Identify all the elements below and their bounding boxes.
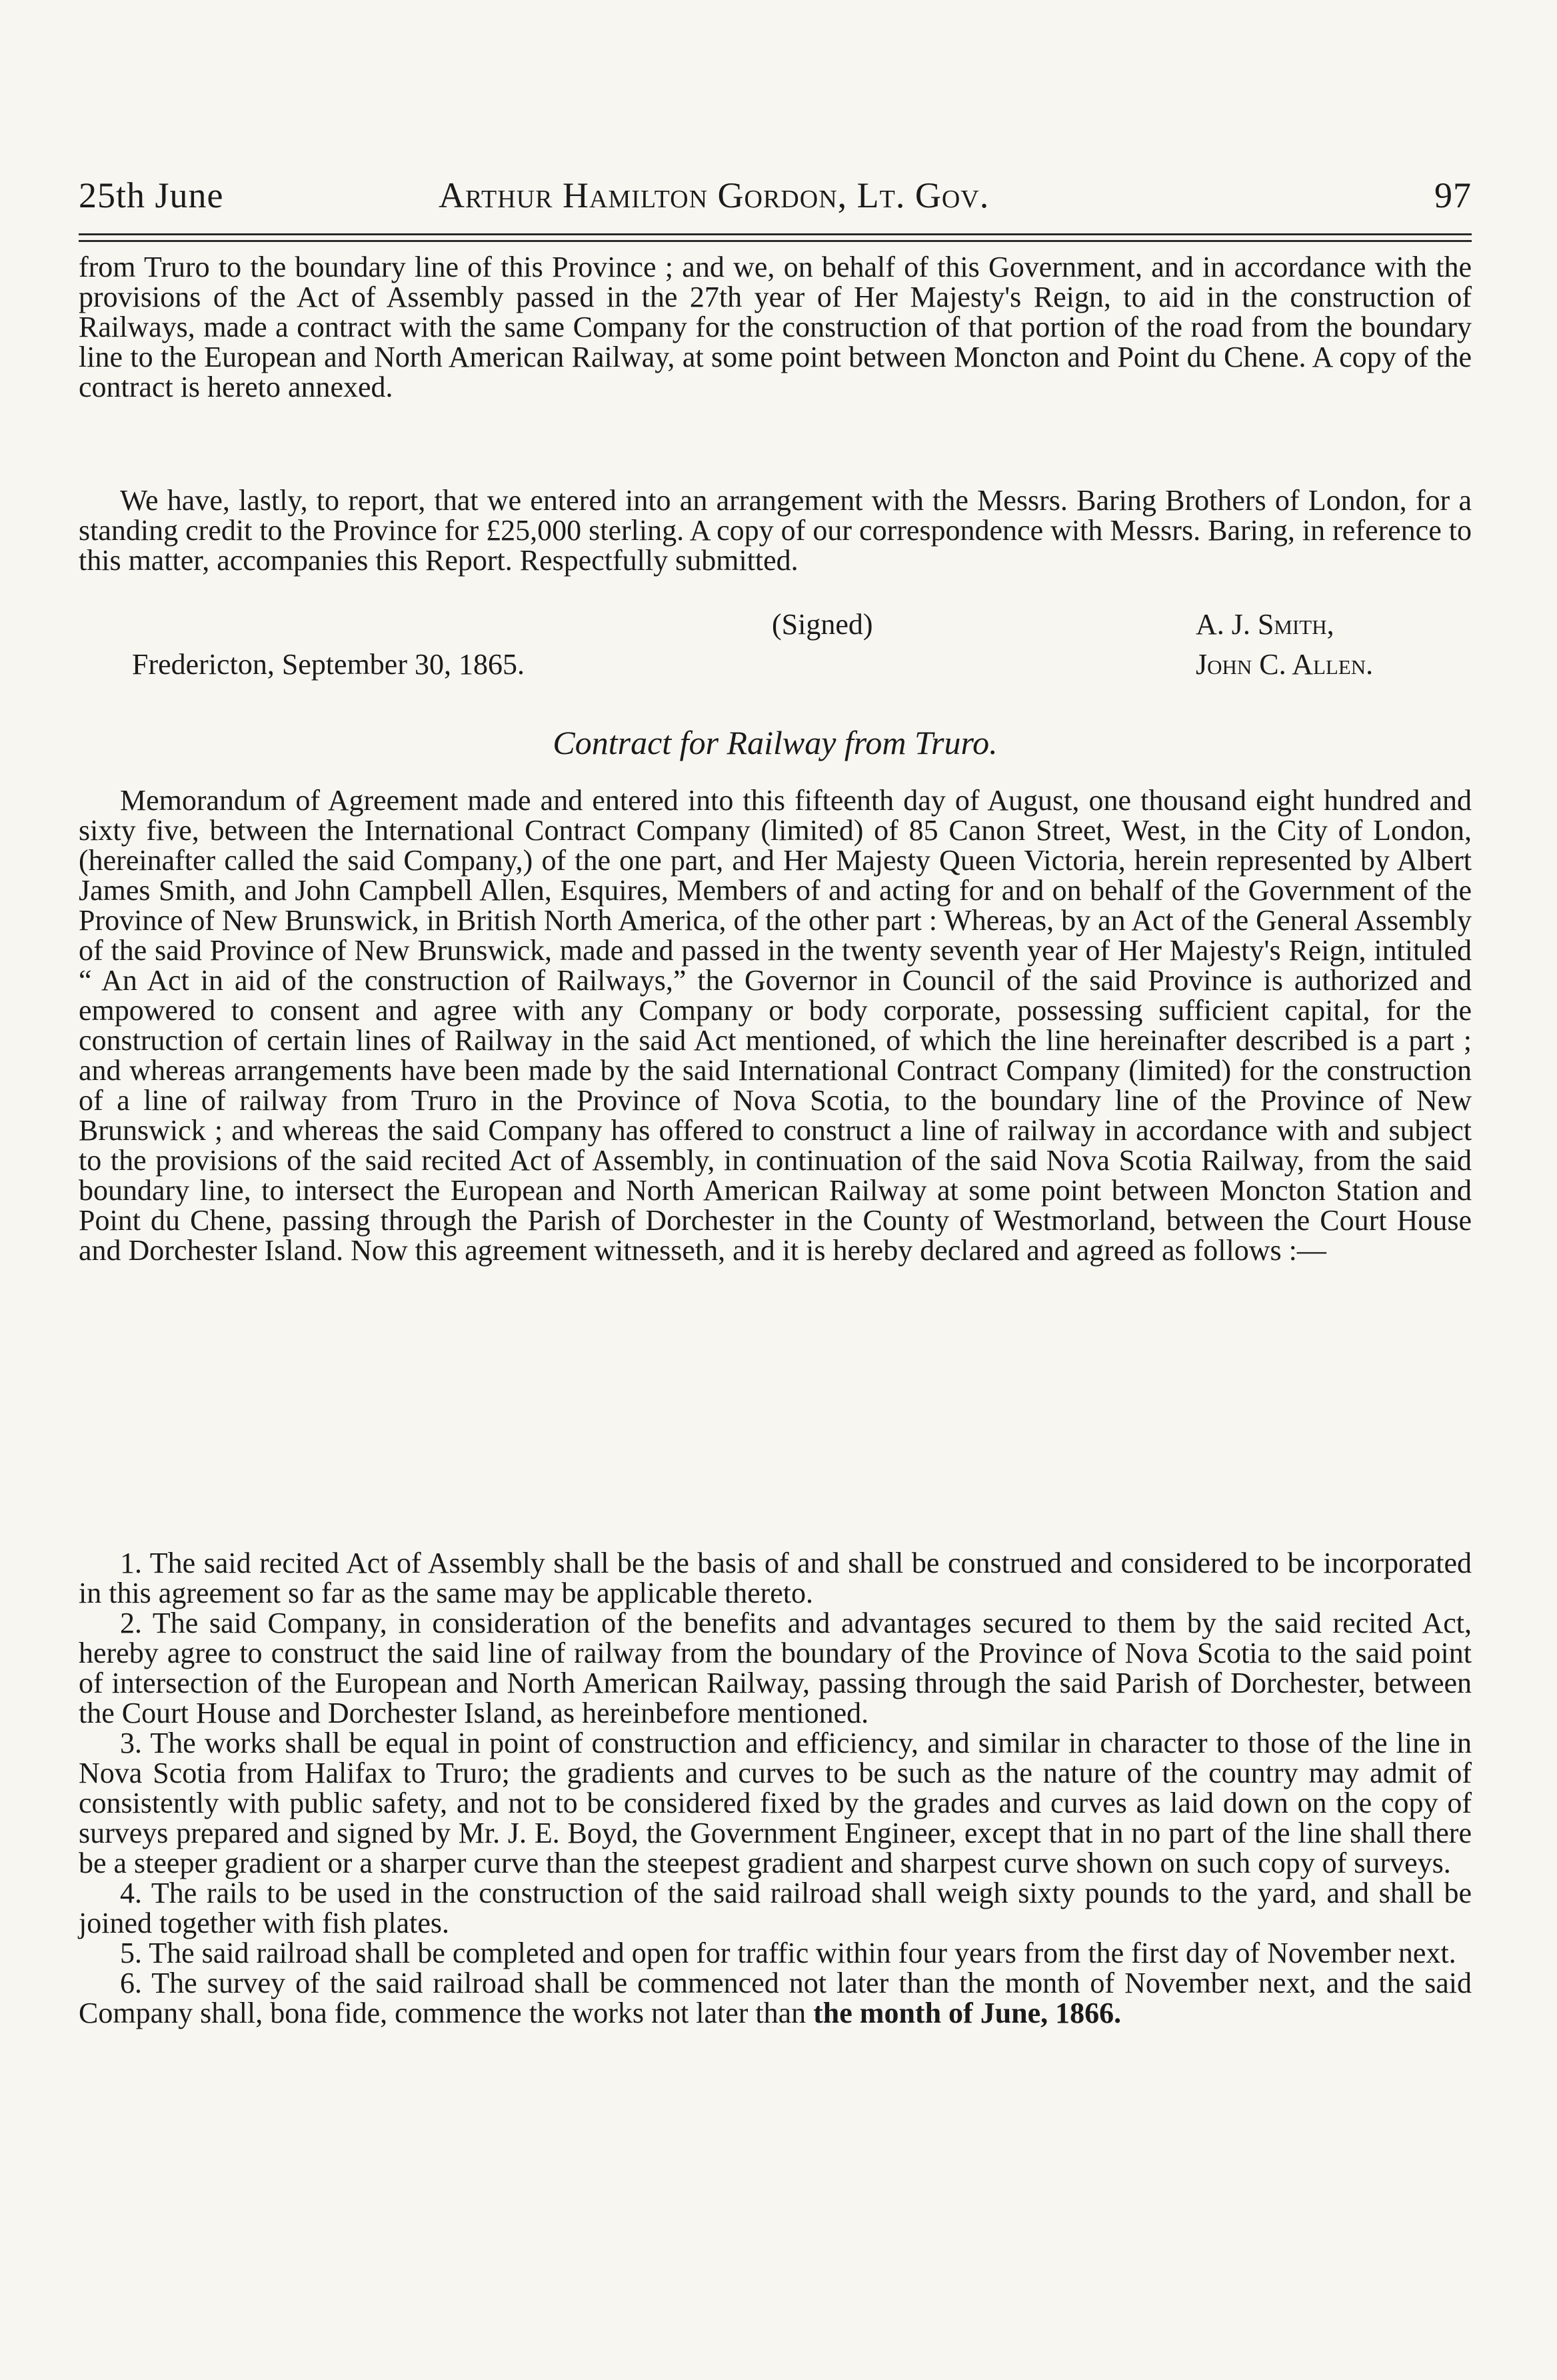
place-date: Fredericton, September 30, 1865. xyxy=(132,648,525,681)
intro-paragraph-2 xyxy=(79,485,1472,575)
page-number: 97 xyxy=(1434,175,1472,215)
memorandum-text: Memorandum of Agreement made and entered into this fifteenth day of August, one thousand eight hundred and sixty five, between the International Contract Company (limited) of 85 Canon Street, West, in the City of London, (hereinafter called the said Company,) of the one part, and Her Majesty Queen Victoria, herein represented by Albert James Smith, and John Campbell Allen, Esquires, Members of and acting for and on behalf of the Government of the Province of New Brunswick, in British North America, of the other part : Whereas, by an Act of the General Assembly of the said Province of New Brunswick, made and passed in the twenty seventh year of Her Majesty's Reign, intituled “ An Act in aid of the construction of Railways,” the Governor in Council of the said Province is authorized and empowered to consent and agree with any Company or body corporate, possessing sufficient capital, for the construction of certain lines of Railway in the said Act mentioned, of which the line hereinafter described is a part ; and whereas arrangements have been made by the said International Contract Company (limited) for the construction of a line of railway from Truro in the Province of Nova Scotia, to the boundary line of the Province of New Brunswick ; and whereas the said Company has offered to construct a line of railway in accordance with and subject to the provisions of the said recited Act of Assembly, in continuation of the said Nova Scotia Railway, from the said boundary line, to intersect the European and North American Railway at some point between Moncton Station and Point du Chene, passing through the Parish of Dorchester in the County of Westmorland, between the Court House and Dorchester Island. Now this agreement witnesseth, and it is hereby declared and agreed as follows :— xyxy=(79,784,1472,1267)
signature-line-2 xyxy=(79,641,1472,681)
intro-text-2: We have, lastly, to report, that we entered into an arrangement with the Messrs. Baring Brothers of London, for a standing credit to the Province for £25,000 sterling. A copy of our correspondence with Messrs. Baring, in reference to this matter, accompanies this Report. Respectfully submitted. xyxy=(79,484,1472,577)
clauses-list xyxy=(79,1548,1472,2028)
section-title: Contract for Railway from Truro. xyxy=(553,724,998,761)
clause-1: 1. The said recited Act of Assembly shall be the basis of and shall be construed and considered to be incorporated in this agreement so far as the same may be applicable thereto. xyxy=(79,1547,1472,1609)
signature-line-1 xyxy=(79,608,1472,641)
header-title: Arthur Hamilton Gordon, Lt. Gov. xyxy=(439,175,990,215)
signed-label: (Signed) xyxy=(772,608,873,641)
header-rule-top xyxy=(79,233,1472,235)
intro-text-1: from Truro to the boundary line of this Province ; and we, on behalf of this Government, and in accordance with the provisions of the Act of Assembly passed in the 27th year of Her Majesty's Reign, to aid in the construction of Railways, made a contract with the same Company for the construction of that portion of the road from the boundary line to the European and North American Railway, at some point between Moncton and Point du Chene. A copy of the contract is hereto annexed. xyxy=(79,251,1472,403)
header-date: 25th June xyxy=(79,175,224,215)
intro-paragraph-1 xyxy=(79,252,1472,402)
signer-allen: John C. Allen. xyxy=(1196,648,1374,681)
clause-6-text: 6. The survey of the said railroad shall be commenced not later than the month of November next, and the said Company shall, bona fide, commence the works not later than xyxy=(79,1967,1472,2029)
clause-5: 5. The said railroad shall be completed and open for traffic within four years from the first day of November next. xyxy=(120,1937,1456,1969)
clause-6-end: the month of June, 1866. xyxy=(813,1997,1122,2029)
clause-3: 3. The works shall be equal in point of construction and efficiency, and similar in character to those of the line in Nova Scotia from Halifax to Truro; the gradients and curves to be such as the nature of the country may admit of consistently with public safety, and not to be considered fixed by the grades and curves as laid down on the copy of surveys prepared and signed by Mr. J. E. Boyd, the Government Engineer, except that in no part of the line shall there be a steeper gradient or a sharper curve than the steepest gradient and sharpest curve shown on such copy of surveys. xyxy=(79,1727,1472,1879)
clause-4: 4. The rails to be used in the construction of the said railroad shall weigh sixty pounds to the yard, and shall be joined together with fish plates. xyxy=(79,1877,1472,1939)
clause-6 xyxy=(79,1968,1472,2028)
signer-smith: A. J. Smith, xyxy=(1196,608,1334,641)
memorandum xyxy=(79,785,1472,1265)
header-rule-bottom xyxy=(79,240,1472,242)
running-header xyxy=(79,175,1472,223)
clause-2: 2. The said Company, in consideration of the benefits and advantages secured to them by the said recited Act, hereby agree to construct the said line of railway from the boundary of the Province of Nova Scotia to the said point of intersection of the European and North American Railway, passing through the said Parish of Dorchester, between the Court House and Dorchester Island, as hereinbefore mentioned. xyxy=(79,1607,1472,1729)
